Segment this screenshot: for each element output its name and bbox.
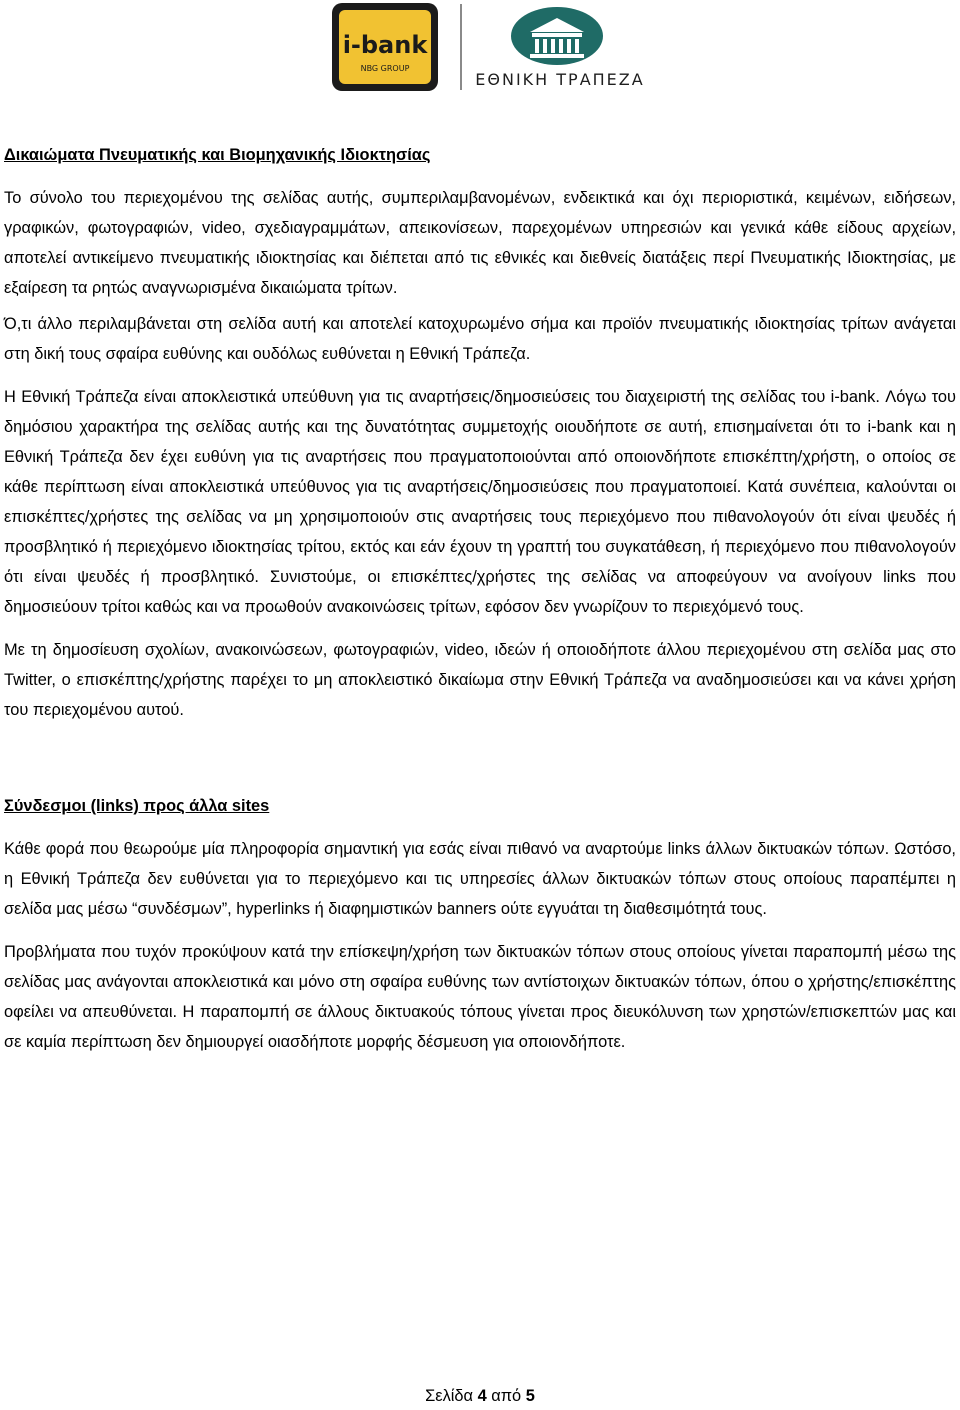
page-footer bbox=[0, 1386, 960, 1406]
section-title-external-links: Σύνδεσμοι (links) προς άλλα sites bbox=[4, 797, 270, 815]
nbg-building-icon bbox=[510, 6, 604, 66]
paragraph: Η Εθνική Τράπεζα είναι αποκλειστικά υπεύθυνη για τις αναρτήσεις/δημοσιεύσεις του διαχειριστή της σελίδας του i-bank. Λόγω του δημόσιου χαρακτήρα της σελίδας αυτής και της δυνατότητας συμμετοχής οιουδήποτε σε αυτή, επισημαίνεται ότι το i-bank και η Εθνική Τράπεζα δεν έχει ευθύνη για τις αναρτήσεις που πραγματοποιούνται από οποιονδήποτε επισκέπτη/χρήστη, ο οποίος σε κάθε περίπτωση είναι αποκλειστικά υπεύθυνος για τις αναρτήσεις/δημοσιεύσεις που πραγματοποιεί. Κατά συνέπεια, καλούνται οι επισκέπτες/χρήστες της σελίδας να μη χρησιμοποιούν στις αναρτήσεις τους περιεχόμενο που πιθανολογούν ότι είναι ψευδές ή προσβλητικό ή περιεχόμενο ιδιοκτησίας τρίτου, εκτός και εάν έχουν τη γραπτή του συγκατάθεση, ή περιεχόμενο που πιθανολογούν ότι είναι ψευδές ή προσβλητικό. Συνιστούμε, οι επισκέπτες/χρήστες της σελίδας να αποφεύγουν να ανοίγουν links που δημοσιεύουν τρίτοι καθώς και να προωθούν ανακοινώσεις τρίτων, εφόσον δεν γνωρίζουν το περιεχόμενό τους. bbox=[4, 388, 956, 616]
footer-total-pages: 5 bbox=[525, 1387, 535, 1405]
footer-page-label: Σελίδα bbox=[425, 1387, 474, 1405]
ibank-logo bbox=[332, 3, 438, 91]
paragraph: Ό,τι άλλο περιλαμβάνεται στη σελίδα αυτή και αποτελεί κατοχυρωμένο σήμα και προϊόν πνευματικής ιδιοκτησίας τρίτων ανάγεται στη δική τους σφαίρα ευθύνης και ουδόλως ευθύνεται η Εθνική Τράπεζα. bbox=[4, 315, 956, 363]
ibank-logo-text: i-bank bbox=[342, 31, 428, 59]
page-header bbox=[0, 0, 960, 100]
section-title-ip-rights: Δικαιώματα Πνευματικής και Βιομηχανικής Ιδιοκτησίας bbox=[4, 146, 431, 164]
paragraph: Προβλήματα που τυχόν προκύψουν κατά την επίσκεψη/χρήση των δικτυακών τόπων στους οποίους γίνεται παραπομπή μέσω της σελίδας μας ανάγονται αποκλειστικά και μόνο στη σφαίρα ευθύνης των αντίστοιχων δικτυακών τόπων, όπου ο χρήστης/επισκέπτης οφείλει να απευθύνεται. Η παραπομπή σε άλλους δικτυακούς τόπους γίνεται προς διευκόλυνση των χρηστών/επισκεπτών μας και σε καμία περίπτωση δεν δημιουργεί οιασδήποτε μορφής δέσμευση για οποιονδήποτε. bbox=[4, 943, 956, 1051]
paragraph: Κάθε φορά που θεωρούμε μία πληροφορία σημαντική για εσάς είναι πιθανό να αναρτούμε links άλλων δικτυακών τόπων. Ωστόσο, η Εθνική Τράπεζα δεν ευθύνεται για το περιεχόμενο και τις υπηρεσίες άλλων δικτυακών τόπων στους οποίους παραπέμπει η σελίδα μας μέσω “συνδέσμων”, hyperlinks ή διαφημιστικών banners ούτε εγγυάται τη διαθεσιμότητά τους. bbox=[4, 840, 956, 918]
paragraph: Το σύνολο του περιεχομένου της σελίδας αυτής, συμπεριλαμβανομένων, ενδεικτικά και όχι περιοριστικά, κειμένων, ειδήσεων, γραφικών, φωτογραφιών, video, σχεδιαγραμμάτων, απεικονίσεων, παρεχομένων υπηρεσιών και γενικά κάθε είδους αρχείων, αποτελεί αντικείμενο πνευματικής ιδιοκτησίας και διέπεται από τις εθνικές και διεθνείς διατάξεις περί Πνευματικής Ιδιοκτησίας, με εξαίρεση τα ρητώς αναγνωρισμένα δικαιώματα τρίτων. bbox=[4, 189, 956, 297]
footer-separator: από bbox=[491, 1387, 522, 1405]
nbg-logo-name: ΕΘΝΙΚΗ ΤΡΑΠΕΖΑ bbox=[475, 70, 645, 89]
document-body bbox=[4, 140, 956, 1057]
paragraph: Με τη δημοσίευση σχολίων, ανακοινώσεων, φωτογραφιών, video, ιδεών ή οποιοδήποτε άλλου περιεχομένου στη σελίδα μας στο Twitter, ο επισκέπτης/χρήστης παρέχει το μη αποκλειστικό δικαίωμα στην Εθνική Τράπεζα να αναδημοσιεύσει και να κάνει χρήση του περιεχομένου αυτού. bbox=[4, 641, 956, 719]
footer-current-page: 4 bbox=[477, 1387, 487, 1405]
ibank-logo-subtext: NBG GROUP bbox=[360, 64, 410, 73]
